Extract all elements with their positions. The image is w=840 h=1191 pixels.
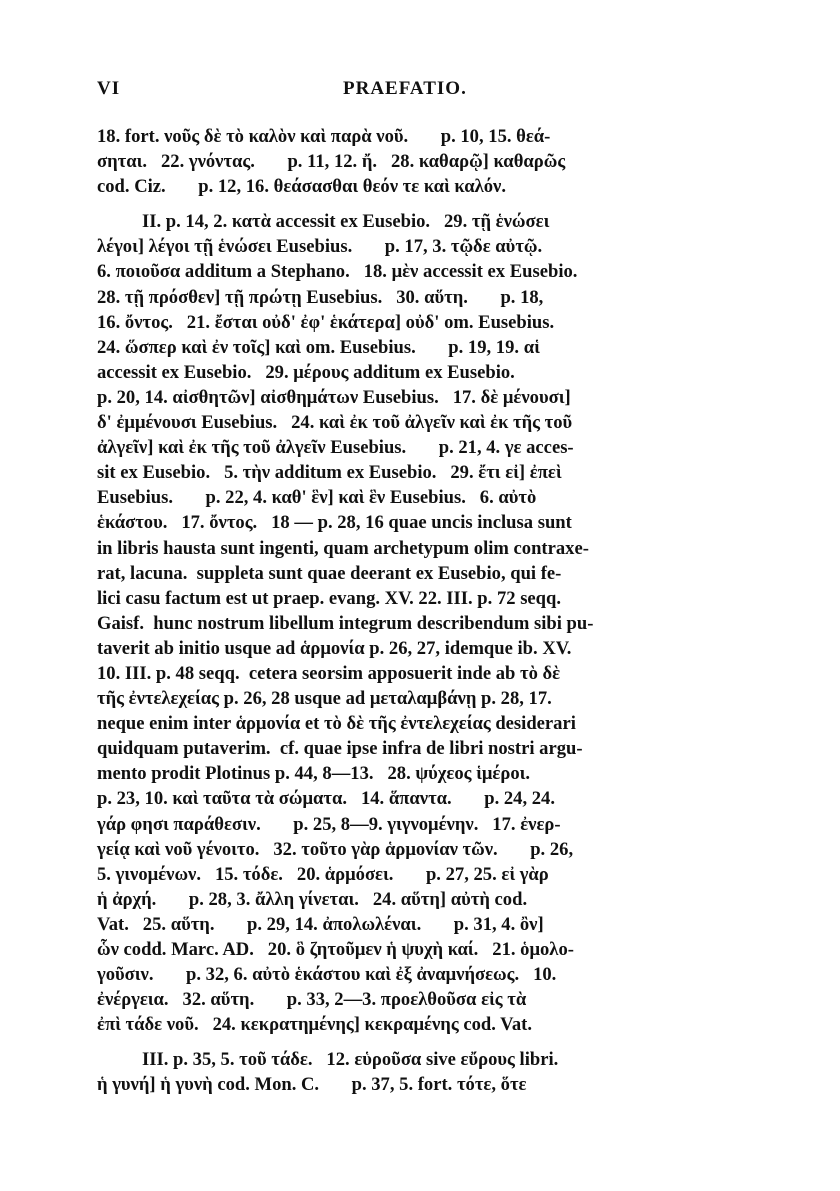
text-line: Eusebius. p. 22, 4. καθ' ἓν] καὶ ἓν Eusebius. 6. αὐτὸ [97, 487, 537, 509]
text-line: p. 23, 10. καὶ ταῦτα τὰ σώματα. 14. ἅπαντα. p. 24, 24. [97, 788, 555, 810]
text-line: ἐπὶ τάδε νοῦ. 24. κεκρατημένης] κεκραμένης cod. Vat. [97, 1014, 533, 1036]
text-line: in libris hausta sunt ingenti, quam archetypum olim contraxe- [97, 537, 589, 559]
text-line: γείᾳ καὶ νοῦ γένοιτο. 32. τοῦτο γὰρ ἁρμονίαν τῶν. p. 26, [97, 838, 574, 860]
text-line: ἡ ἀρχή. p. 28, 3. ἄλλη γίνεται. 24. αὕτη] αὐτὴ cod. [97, 888, 528, 910]
text-line: 6. ποιοῦσα additum a Stephano. 18. μὲν accessit ex Eusebio. [97, 261, 578, 283]
page-number: VI [97, 78, 121, 99]
text-line: ἐνέργεια. 32. αὕτη. p. 33, 2—3. προελθοῦσα εἰς τὰ [97, 989, 527, 1011]
book-page [97, 78, 747, 1096]
text-line: 28. τῇ πρόσθεν] τῇ πρώτῃ Eusebius. 30. αὕτη. p. 18, [97, 286, 544, 308]
text-line: taverit ab initio usque ad ἁρμονία p. 26, 27, idemque ib. XV. [97, 637, 572, 659]
text-line: rat, lacuna. suppleta sunt quae deerant ex Eusebio, qui fe- [97, 562, 562, 584]
text-line: 10. III. p. 48 seqq. cetera seorsim apposuerit inde ab τὸ δὲ [97, 662, 561, 684]
text-line: ἑκάστου. 17. ὄντος. 18 — p. 28, 16 quae uncis inclusa sunt [97, 512, 572, 534]
text-line: ἀλγεῖν] καὶ ἐκ τῆς τοῦ ἀλγεῖν Eusebius. p. 21, 4. γε acces- [97, 437, 574, 459]
page-header [97, 78, 747, 108]
text-line: 16. ὄντος. 21. ἔσται οὐδ' ἐφ' ἑκάτερα] οὐδ' om. Eusebius. [97, 311, 555, 333]
running-title: PRAEFATIO. [343, 78, 467, 99]
critical-apparatus [97, 124, 747, 1098]
text-line: mento prodit Plotinus p. 44, 8—13. 28. ψύχεος ἱμέροι. [97, 763, 531, 785]
text-line: 18. fort. νοῦς δὲ τὸ καλὸν καὶ παρὰ νοῦ. p. 10, 15. θεά- [97, 126, 551, 147]
text-line: quidquam putaverim. cf. quae ipse infra de libri nostri argu- [97, 738, 583, 760]
text-line: 24. ὥσπερ καὶ ἐν τοῖς] καὶ om. Eusebius. p. 19, 19. αἱ [97, 336, 540, 358]
text-line: sit ex Eusebio. 5. τὴν additum ex Eusebio. 29. ἔτι εἰ] ἐπεὶ [97, 462, 562, 484]
text-line: ὧν codd. Marc. AD. 20. ὃ ζητοῦμεν ἡ ψυχὴ καί. 21. ὁμολο- [97, 939, 574, 960]
text-line: δ' ἐμμένουσι Eusebius. 24. καὶ ἐκ τοῦ ἀλγεῖν καὶ ἐκ τῆς τοῦ [97, 412, 573, 434]
paragraph-gap [97, 1037, 747, 1047]
text-line: ἡ γυνή] ἡ γυνὴ cod. Mon. C. p. 37, 5. fort. τότε, ὅτε [97, 1074, 527, 1096]
text-line: Gaisf. hunc nostrum libellum integrum describendum sibi pu- [97, 612, 594, 634]
text-line: neque enim inter ἁρμονία et τὸ δὲ τῆς ἐντελεχείας desiderari [97, 713, 576, 735]
text-line: III. p. 35, 5. τοῦ τάδε. 12. εὑροῦσα sive εὔρους libri. [142, 1049, 559, 1071]
text-line: γοῦσιν. p. 32, 6. αὐτὸ ἑκάστου καὶ ἐξ ἀναμνήσεως. 10. [97, 964, 557, 986]
text-line: τῆς ἐντελεχείας p. 26, 28 usque ad μεταλαμβάνῃ p. 28, 17. [97, 688, 552, 710]
text-line: cod. Ciz. p. 12, 16. θεάσασθαι θεόν τε καὶ καλόν. [97, 176, 506, 198]
text-line: γάρ φησι παράθεσιν. p. 25, 8—9. γιγνομένην. 17. ἐνερ- [97, 813, 561, 835]
text-line: lici casu factum est ut praep. evang. XV. 22. III. p. 72 seqq. [97, 587, 562, 609]
text-line: Vat. 25. αὕτη. p. 29, 14. ἀπολωλέναι. p. 31, 4. ὂν] [97, 913, 544, 935]
text-line: λέγοι] λέγοι τῇ ἑνώσει Eusebius. p. 17, 3. τῷδε αὐτῷ. [97, 236, 543, 258]
text-line: II. p. 14, 2. κατὰ accessit ex Eusebio. 29. τῇ ἑνώσει [142, 211, 550, 233]
paragraph-gap [97, 199, 747, 209]
text-line: σηται. 22. γνόντας. p. 11, 12. ἤ. 28. καθαρῷ] καθαρῶς [97, 151, 566, 173]
text-line: 5. γινομένων. 15. τόδε. 20. ἁρμόσει. p. 27, 25. εἰ γὰρ [97, 863, 549, 885]
text-line: p. 20, 14. αἰσθητῶν] αἰσθημάτων Eusebius. 17. δὲ μένουσι] [97, 386, 571, 408]
text-line: accessit ex Eusebio. 29. μέρους additum ex Eusebio. [97, 361, 515, 383]
